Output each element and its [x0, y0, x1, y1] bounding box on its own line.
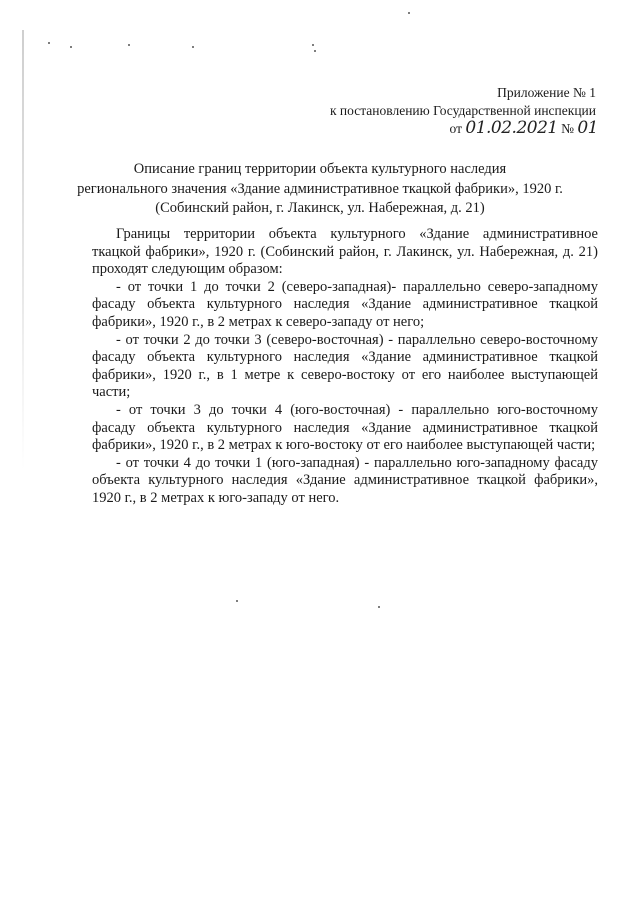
document-title	[60, 160, 580, 219]
scan-speck	[70, 46, 72, 48]
scan-speck	[312, 44, 314, 46]
scan-speck	[128, 44, 130, 46]
annex-header	[330, 84, 596, 120]
number-sign: №	[561, 121, 574, 136]
scan-speck	[408, 12, 410, 14]
document-body	[92, 226, 598, 508]
handwritten-number: 01	[577, 118, 598, 138]
title-line-3: (Собинский район, г. Лакинск, ул. Набережная, д. 21)	[155, 200, 485, 216]
annex-number: Приложение № 1	[497, 85, 596, 100]
scan-speck	[48, 42, 50, 44]
boundary-segment-3-4: - от точки 3 до точки 4 (юго-восточная) - параллельно юго-восточному фасаду объекта культурного наследия «Здание административное ткацкой фабрики», 1920 г., в 2 метрах к юго-востоку от его наиболее выступающей части;	[92, 401, 598, 454]
intro-paragraph: Границы территории объекта культурного «Здание административное ткацкой фабрики», 1920 г. (Собинский район, г. Лакинск, ул. Набережная, д. 21) проходят следующим образом:	[92, 226, 598, 278]
scan-speck	[378, 606, 380, 608]
annex-reference: к постановлению Государственной инспекции	[330, 103, 596, 118]
scan-speck	[314, 50, 316, 52]
title-line-2: регионального значения «Здание административное ткацкой фабрики», 1920 г.	[77, 180, 563, 197]
title-line-1: Описание границ территории объекта культурного наследия	[133, 161, 507, 177]
scan-edge-line	[22, 30, 24, 470]
date-from-label: от	[449, 121, 462, 136]
handwritten-date: 01.02.2021	[465, 118, 558, 138]
boundary-segment-4-1: - от точки 4 до точки 1 (юго-западная) - параллельно юго-западному фасаду объекта культурного наследия «Здание административное ткацкой фабрики», 1920 г., в 2 метрах к юго-западу от него.	[92, 454, 598, 506]
scan-speck	[192, 46, 194, 48]
scan-speck	[236, 600, 238, 602]
boundary-segment-1-2: - от точки 1 до точки 2 (северо-западная)- параллельно северо-западному фасаду объекта культурного наследия «Здание административное ткацкой фабрики», 1920 г., в 2 метрах к северо-западу от него;	[92, 278, 598, 330]
boundary-segment-2-3: - от точки 2 до точки 3 (северо-восточная) - параллельно северо-восточному фасаду объекта культурного наследия «Здание административное ткацкой фабрики», 1920 г., в 1 метре к северо-востоку от его наиболее выступающей части;	[92, 331, 598, 401]
document-date-line	[450, 118, 598, 138]
